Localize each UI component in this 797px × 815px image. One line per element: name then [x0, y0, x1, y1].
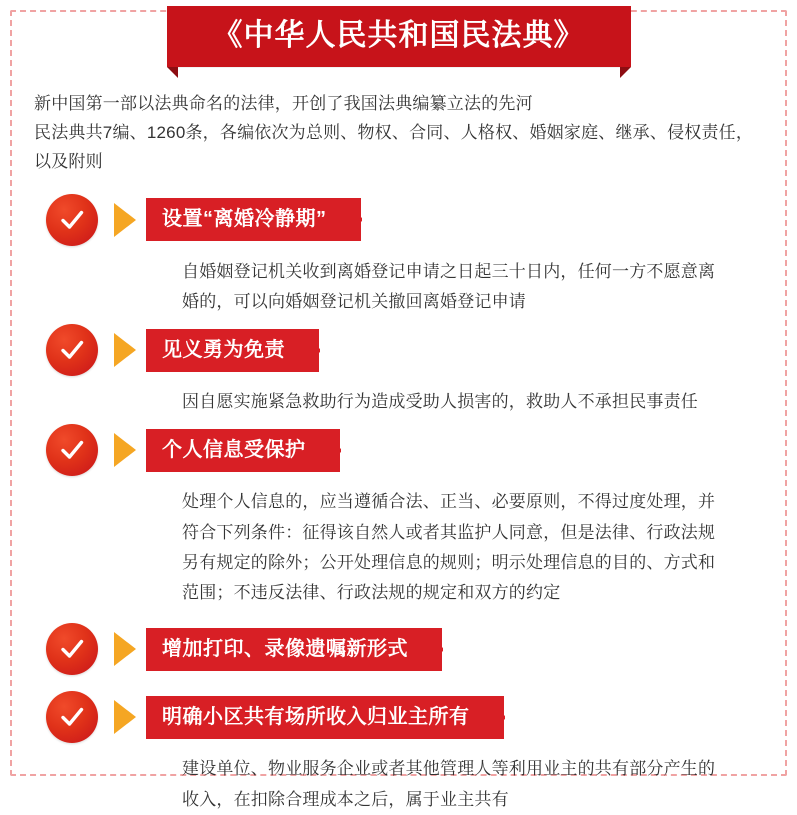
list-item-header — [0, 193, 763, 247]
intro-line-1: 新中国第一部以法典命名的法律，开创了我国法典编纂立法的先河 — [34, 94, 533, 113]
list-item-body — [182, 487, 729, 608]
list-item-heading-ribbon — [146, 628, 442, 671]
list-item — [0, 193, 797, 318]
list-item — [0, 690, 797, 815]
intro-line-2: 民法典共7编、1260条，各编依次为总则、物权、合同、人格权、婚姻家庭、继承、侵权责任，以及附则 — [34, 123, 754, 172]
list-item-header — [0, 423, 763, 477]
list-item — [0, 323, 797, 417]
check-circle-icon — [46, 324, 98, 376]
check-circle-icon — [46, 691, 98, 743]
list-item — [0, 620, 797, 678]
check-circle-icon — [46, 424, 98, 476]
check-circle-icon — [46, 623, 98, 675]
list-item-body-text: 处理个人信息的，应当遵循合法、正当、必要原则，不得过度处理，并符合下列条件：征得该自然人或者其监护人同意，但是法律、行政法规另有规定的除外；公开处理信息的规则；明示处理信息的目的、方式和范围；不违反法律、行政法规的规定和双方的约定 — [182, 492, 716, 603]
list-item-body — [182, 754, 729, 815]
list-item-heading: 个人信息受保护 — [162, 438, 306, 461]
list-item-body — [182, 257, 729, 318]
highlight-list — [0, 193, 797, 815]
list-item-heading: 设置“离婚冷静期” — [162, 208, 327, 231]
list-item-heading-ribbon — [146, 696, 504, 739]
list-item-heading-ribbon — [146, 198, 361, 241]
list-item-heading: 见义勇为免责 — [162, 338, 285, 361]
arrow-right-icon — [114, 632, 136, 666]
list-item-body-text: 因自愿实施紧急救助行为造成受助人损害的，救助人不承担民事责任 — [182, 392, 698, 412]
arrow-right-icon — [114, 333, 136, 367]
list-item-heading-ribbon — [146, 429, 340, 472]
check-circle-icon — [46, 194, 98, 246]
intro-paragraph — [34, 89, 763, 177]
list-item-heading-ribbon — [146, 329, 319, 372]
list-item-body — [182, 387, 729, 417]
arrow-right-icon — [114, 700, 136, 734]
list-item-heading: 增加打印、录像遗嘱新形式 — [162, 637, 408, 660]
list-item-header — [0, 323, 763, 377]
title-banner-wrapper — [0, 0, 797, 67]
list-item-body-text: 自婚姻登记机关收到离婚登记申请之日起三十日内，任何一方不愿意离婚的，可以向婚姻登记机关撤回离婚登记申请 — [182, 261, 716, 311]
list-item-body-text: 建设单位、物业服务企业或者其他管理人等利用业主的共有部分产生的收入，在扣除合理成本之后，属于业主共有 — [182, 759, 716, 809]
page-title: 《中华人民共和国民法典》 — [167, 6, 631, 67]
list-item — [0, 423, 797, 608]
list-item-header — [0, 620, 763, 678]
list-item-header — [0, 690, 763, 744]
arrow-right-icon — [114, 433, 136, 467]
arrow-right-icon — [114, 203, 136, 237]
list-item-heading: 明确小区共有场所收入归业主所有 — [162, 705, 470, 728]
